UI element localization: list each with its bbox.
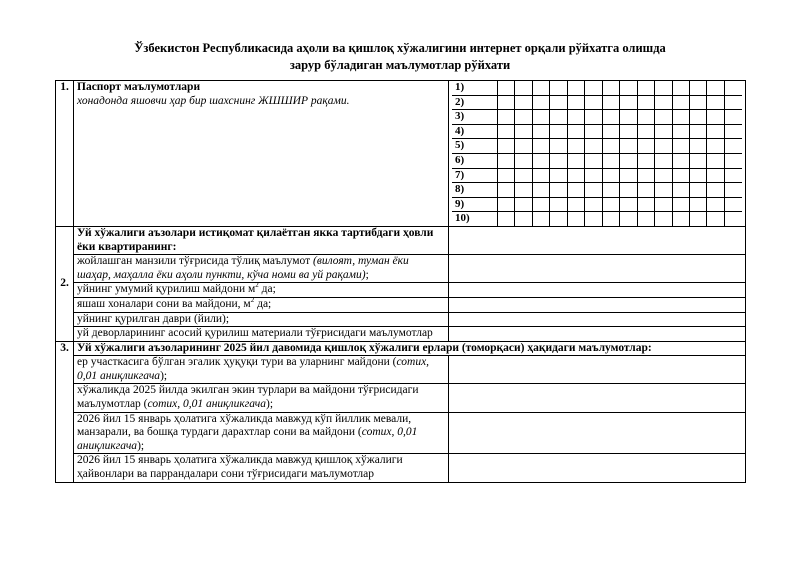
pinfl-digit-cell[interactable] [707, 212, 724, 226]
pinfl-digit-cell[interactable] [672, 110, 689, 125]
pinfl-digit-cell[interactable] [724, 110, 742, 125]
section-3-heading-row [56, 341, 746, 356]
pinfl-digit-cell[interactable] [672, 95, 689, 110]
pinfl-digit-cell[interactable] [620, 95, 637, 110]
pinfl-digit-cell[interactable] [550, 110, 567, 125]
pinfl-digit-cell[interactable] [689, 183, 706, 198]
pinfl-digit-cell[interactable] [585, 124, 602, 139]
pinfl-digit-cell[interactable] [637, 124, 654, 139]
pinfl-digit-cell[interactable] [707, 95, 724, 110]
pinfl-digit-cell[interactable] [707, 110, 724, 125]
pinfl-digit-cell[interactable] [532, 110, 549, 125]
pinfl-digit-cell[interactable] [672, 124, 689, 139]
pinfl-digit-cell[interactable] [550, 168, 567, 183]
section-3-number: 3. [56, 341, 74, 482]
pinfl-digit-cell[interactable] [515, 81, 532, 95]
pinfl-grid-row [452, 153, 742, 168]
pinfl-digit-cell[interactable] [689, 197, 706, 212]
pinfl-digit-cell[interactable] [672, 197, 689, 212]
pinfl-digit-cell[interactable] [515, 124, 532, 139]
section-2-build-year-value[interactable] [449, 312, 746, 327]
pinfl-digit-cell[interactable] [672, 153, 689, 168]
pinfl-row-label: 2) [452, 95, 498, 110]
pinfl-digit-cell[interactable] [585, 168, 602, 183]
pinfl-digit-cell[interactable] [637, 95, 654, 110]
pinfl-digit-cell[interactable] [724, 197, 742, 212]
section-3-item-row [56, 454, 746, 482]
pinfl-grid-row [452, 212, 742, 226]
pinfl-digit-cell[interactable] [620, 197, 637, 212]
pinfl-digit-cell[interactable] [637, 139, 654, 154]
data-list-table [55, 80, 746, 483]
pinfl-digit-cell[interactable] [655, 197, 672, 212]
pinfl-digit-cell[interactable] [532, 183, 549, 198]
pinfl-digit-cell[interactable] [498, 183, 515, 198]
pinfl-row-label: 7) [452, 168, 498, 183]
pinfl-digit-cell[interactable] [724, 124, 742, 139]
rooms-end: да; [254, 297, 272, 310]
section-2-item-row [56, 255, 746, 283]
pinfl-digit-cell[interactable] [585, 212, 602, 226]
pinfl-digit-cell[interactable] [515, 183, 532, 198]
pinfl-row-label: 8) [452, 183, 498, 198]
pinfl-digit-cell[interactable] [498, 95, 515, 110]
section-3-item-crops [74, 384, 449, 412]
address-note: (вилоят, туман ёки шаҳар, маҳалла ёки аҳоли пункти, кўча номи ва уй рақами) [77, 255, 409, 281]
pinfl-digit-cell[interactable] [620, 153, 637, 168]
pinfl-digit-cell[interactable] [532, 168, 549, 183]
pinfl-digit-cell[interactable] [498, 168, 515, 183]
pinfl-grid-row [452, 95, 742, 110]
section-3-heading: Уй хўжалиги аъзоларининг 2025 йил давомида қишлоқ хўжалиги ерлари (томорқаси) ҳақидаги маълумотлар: [74, 341, 746, 356]
land-note: сотих, 0,01 аниқликгача [77, 356, 430, 382]
pinfl-digit-cell[interactable] [655, 110, 672, 125]
section-3-livestock-value[interactable] [449, 454, 746, 482]
land-end: ); [160, 369, 168, 382]
pinfl-digit-cell[interactable] [655, 95, 672, 110]
pinfl-entry-grid-cell [449, 81, 746, 227]
section-1-note: хонадонда яшовчи ҳар бир шахснинг ЖШШИР рақами. [77, 94, 350, 107]
pinfl-digit-cell[interactable] [532, 139, 549, 154]
trees-text: 2026 йил 15 январь ҳолатига хўжаликда мавжуд кўп йиллик мевали, манзарали, ва бошқа турдаги дарахтлар сони ва майдони ( [77, 412, 412, 439]
pinfl-row-label: 10) [452, 212, 498, 226]
pinfl-digit-cell[interactable] [532, 197, 549, 212]
pinfl-digit-cell[interactable] [498, 212, 515, 226]
pinfl-entry-grid [452, 81, 742, 226]
pinfl-grid-row [452, 139, 742, 154]
pinfl-digit-cell[interactable] [689, 139, 706, 154]
pinfl-digit-cell[interactable] [567, 139, 584, 154]
pinfl-digit-cell[interactable] [689, 153, 706, 168]
pinfl-digit-cell[interactable] [724, 95, 742, 110]
pinfl-grid-row [452, 168, 742, 183]
section-3-item-livestock: 2026 йил 15 январь ҳолатига хўжаликда мавжуд қишлоқ хўжалиги ҳайвонлари ва паррандалари сони тўғрисидаги маълумотлар [74, 454, 449, 482]
pinfl-digit-cell[interactable] [602, 168, 619, 183]
pinfl-grid-row [452, 110, 742, 125]
pinfl-row-label: 5) [452, 139, 498, 154]
land-text: ер участкасига бўлган эгалик ҳуқуқи тури ва уларнинг майдони ( [77, 356, 397, 369]
pinfl-digit-cell[interactable] [602, 110, 619, 125]
pinfl-digit-cell[interactable] [498, 110, 515, 125]
section-2-rooms-value[interactable] [449, 297, 746, 312]
section-2-item-row [56, 327, 746, 342]
pinfl-digit-cell[interactable] [567, 124, 584, 139]
pinfl-digit-cell[interactable] [637, 168, 654, 183]
pinfl-row-label: 9) [452, 197, 498, 212]
pinfl-digit-cell[interactable] [567, 110, 584, 125]
pinfl-digit-cell[interactable] [655, 153, 672, 168]
section-2-item-rooms [74, 297, 449, 312]
pinfl-digit-cell[interactable] [602, 95, 619, 110]
section-2-item-total-area [74, 283, 449, 298]
pinfl-digit-cell[interactable] [585, 183, 602, 198]
pinfl-digit-cell[interactable] [602, 81, 619, 95]
pinfl-grid-row [452, 81, 742, 95]
pinfl-digit-cell[interactable] [515, 212, 532, 226]
pinfl-row-label: 3) [452, 110, 498, 125]
total-area-sup: 2 [255, 281, 259, 290]
pinfl-digit-cell[interactable] [585, 139, 602, 154]
pinfl-digit-cell[interactable] [515, 153, 532, 168]
title-line-2: зарур бўладиган маълумотлар рўйхати [289, 58, 511, 72]
pinfl-digit-cell[interactable] [689, 81, 706, 95]
section-2-address-value[interactable] [449, 255, 746, 283]
section-2-item-row [56, 312, 746, 327]
pinfl-digit-cell[interactable] [672, 168, 689, 183]
pinfl-digit-cell[interactable] [689, 212, 706, 226]
section-3-item-land [74, 356, 449, 384]
section-3-item-row [56, 412, 746, 454]
pinfl-digit-cell[interactable] [707, 197, 724, 212]
pinfl-digit-cell[interactable] [585, 110, 602, 125]
pinfl-digit-cell[interactable] [585, 95, 602, 110]
pinfl-row-label: 4) [452, 124, 498, 139]
section-1-heading: Паспорт маълумотлари [77, 81, 201, 93]
pinfl-digit-cell[interactable] [672, 139, 689, 154]
pinfl-digit-cell[interactable] [602, 139, 619, 154]
pinfl-grid-row [452, 197, 742, 212]
section-2-item-build-year: уйнинг қурилган даври (йили); [74, 312, 449, 327]
pinfl-digit-cell[interactable] [689, 168, 706, 183]
pinfl-digit-cell[interactable] [707, 153, 724, 168]
pinfl-digit-cell[interactable] [550, 212, 567, 226]
pinfl-digit-cell[interactable] [567, 153, 584, 168]
section-1-number: 1. [56, 81, 74, 227]
section-2-total-area-value[interactable] [449, 283, 746, 298]
trees-note: сотих, 0,01 аниқликгача [77, 426, 418, 452]
pinfl-digit-cell[interactable] [620, 124, 637, 139]
pinfl-digit-cell[interactable] [567, 168, 584, 183]
pinfl-grid-row [452, 183, 742, 198]
pinfl-digit-cell[interactable] [567, 212, 584, 226]
pinfl-digit-cell[interactable] [620, 81, 637, 95]
pinfl-digit-cell[interactable] [707, 139, 724, 154]
pinfl-digit-cell[interactable] [724, 168, 742, 183]
pinfl-digit-cell[interactable] [532, 153, 549, 168]
pinfl-digit-cell[interactable] [532, 124, 549, 139]
pinfl-digit-cell[interactable] [550, 95, 567, 110]
pinfl-digit-cell[interactable] [550, 153, 567, 168]
pinfl-digit-cell[interactable] [655, 168, 672, 183]
pinfl-digit-cell[interactable] [620, 168, 637, 183]
title-line-1: Ўзбекистон Республикасида аҳоли ва қишлоқ хўжалигини интернет орқали рўйхатга олишда [134, 41, 666, 55]
crops-text: хўжаликда 2025 йилда экилган экин турлари ва майдони тўғрисидаги маълумотлар ( [77, 384, 419, 411]
pinfl-digit-cell[interactable] [724, 212, 742, 226]
pinfl-digit-cell[interactable] [689, 124, 706, 139]
section-2-heading: Уй хўжалиги аъзолари истиқомат қилаётган якка тартибдаги ҳовли ёки квартиранинг: [74, 226, 449, 254]
pinfl-digit-cell[interactable] [498, 124, 515, 139]
pinfl-digit-cell[interactable] [567, 95, 584, 110]
section-3-trees-value[interactable] [449, 412, 746, 454]
pinfl-digit-cell[interactable] [707, 81, 724, 95]
section-3-land-value[interactable] [449, 356, 746, 384]
pinfl-digit-cell[interactable] [637, 81, 654, 95]
pinfl-digit-cell[interactable] [655, 212, 672, 226]
crops-note: сотих, 0,01 аниқликгача [147, 398, 267, 411]
pinfl-digit-cell[interactable] [532, 81, 549, 95]
pinfl-digit-cell[interactable] [620, 110, 637, 125]
section-2-heading-row [56, 226, 746, 254]
section-2-wall-material-value[interactable] [449, 327, 746, 342]
rooms-sup: 2 [250, 296, 255, 305]
total-area-end: да; [258, 283, 276, 296]
pinfl-digit-cell[interactable] [637, 183, 654, 198]
rooms-text: яшаш хоналари сони ва майдони, м [77, 297, 251, 310]
pinfl-digit-cell[interactable] [585, 81, 602, 95]
section-3-crops-value[interactable] [449, 384, 746, 412]
pinfl-row-label: 6) [452, 153, 498, 168]
trees-end: ); [137, 439, 145, 452]
pinfl-digit-cell[interactable] [689, 110, 706, 125]
pinfl-digit-cell[interactable] [672, 81, 689, 95]
pinfl-digit-cell[interactable] [655, 183, 672, 198]
document-title [0, 40, 800, 74]
pinfl-digit-cell[interactable] [498, 139, 515, 154]
pinfl-digit-cell[interactable] [655, 139, 672, 154]
pinfl-digit-cell[interactable] [515, 139, 532, 154]
pinfl-digit-cell[interactable] [498, 197, 515, 212]
pinfl-digit-cell[interactable] [724, 139, 742, 154]
section-2-item-row [56, 297, 746, 312]
pinfl-digit-cell[interactable] [620, 139, 637, 154]
pinfl-digit-cell[interactable] [602, 183, 619, 198]
pinfl-digit-cell[interactable] [707, 124, 724, 139]
section-1-row [56, 81, 746, 227]
pinfl-digit-cell[interactable] [585, 197, 602, 212]
pinfl-digit-cell[interactable] [550, 197, 567, 212]
total-area-text: уйнинг умумий қурилиш майдони м [77, 283, 256, 296]
section-3-item-row [56, 356, 746, 384]
section-3-item-trees [74, 412, 449, 454]
pinfl-digit-cell[interactable] [637, 110, 654, 125]
pinfl-digit-cell[interactable] [620, 212, 637, 226]
pinfl-digit-cell[interactable] [515, 197, 532, 212]
pinfl-digit-cell[interactable] [515, 168, 532, 183]
pinfl-digit-cell[interactable] [602, 212, 619, 226]
pinfl-digit-cell[interactable] [707, 183, 724, 198]
pinfl-grid-row [452, 124, 742, 139]
pinfl-digit-cell[interactable] [655, 81, 672, 95]
pinfl-digit-cell[interactable] [602, 197, 619, 212]
section-3-item-row [56, 384, 746, 412]
pinfl-digit-cell[interactable] [515, 110, 532, 125]
pinfl-digit-cell[interactable] [637, 197, 654, 212]
pinfl-digit-cell[interactable] [724, 153, 742, 168]
crops-end: ); [266, 398, 274, 411]
section-1-description [74, 81, 449, 227]
pinfl-digit-cell[interactable] [655, 124, 672, 139]
pinfl-digit-cell[interactable] [532, 212, 549, 226]
pinfl-digit-cell[interactable] [532, 95, 549, 110]
pinfl-digit-cell[interactable] [724, 183, 742, 198]
pinfl-digit-cell[interactable] [515, 95, 532, 110]
pinfl-digit-cell[interactable] [550, 81, 567, 95]
pinfl-digit-cell[interactable] [724, 81, 742, 95]
pinfl-digit-cell[interactable] [672, 212, 689, 226]
pinfl-digit-cell[interactable] [498, 81, 515, 95]
pinfl-digit-cell[interactable] [550, 139, 567, 154]
section-2-number: 2. [56, 226, 74, 341]
pinfl-digit-cell[interactable] [637, 153, 654, 168]
pinfl-digit-cell[interactable] [672, 183, 689, 198]
section-2-item-row [56, 283, 746, 298]
pinfl-digit-cell[interactable] [620, 183, 637, 198]
address-text: жойлашган манзили тўғрисида тўлиқ маълумот [77, 255, 311, 268]
pinfl-digit-cell[interactable] [707, 168, 724, 183]
section-2-item-wall-material: уй деворларининг асосий қурилиш материали тўғрисидаги маълумотлар [74, 327, 449, 342]
pinfl-digit-cell[interactable] [567, 197, 584, 212]
pinfl-digit-cell[interactable] [602, 153, 619, 168]
pinfl-digit-cell[interactable] [585, 153, 602, 168]
pinfl-digit-cell[interactable] [567, 183, 584, 198]
pinfl-digit-cell[interactable] [637, 212, 654, 226]
pinfl-digit-cell[interactable] [567, 81, 584, 95]
pinfl-digit-cell[interactable] [498, 153, 515, 168]
pinfl-digit-cell[interactable] [602, 124, 619, 139]
pinfl-digit-cell[interactable] [689, 95, 706, 110]
address-end: ; [365, 268, 369, 281]
section-2-heading-value[interactable] [449, 226, 746, 254]
pinfl-row-label: 1) [452, 81, 498, 95]
section-2-item-address [74, 255, 449, 283]
pinfl-digit-cell[interactable] [550, 183, 567, 198]
pinfl-digit-cell[interactable] [550, 124, 567, 139]
